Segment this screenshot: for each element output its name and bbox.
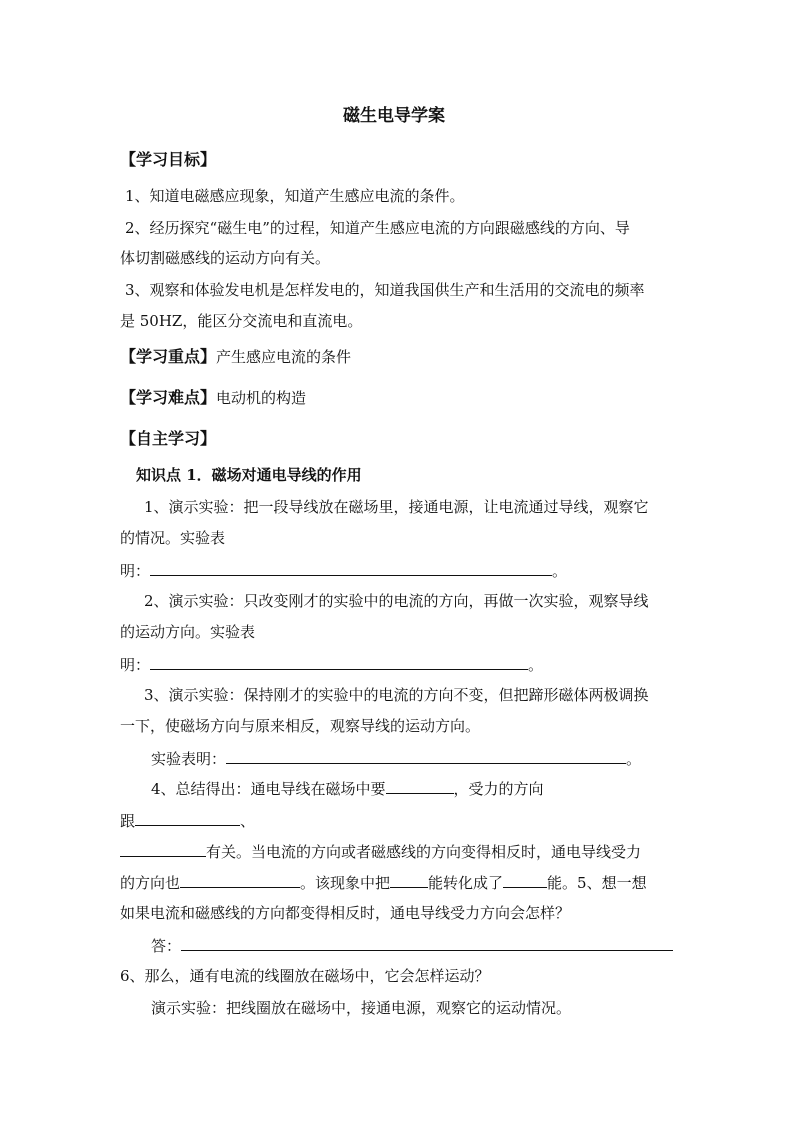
answer-blank[interactable]	[226, 748, 626, 764]
key-point-label: 【学习重点】	[120, 347, 217, 366]
experiment-1-line-2: 的情况。实验表	[120, 529, 226, 547]
experiment-1-line-1: 1、演示实验：把一段导线放在磁场里，接通电源，让电流通过导线，观察它	[144, 498, 649, 516]
summary-line-4	[120, 872, 647, 893]
difficult-point-text: 电动机的构造	[216, 389, 307, 407]
summary-blank-5[interactable]	[390, 872, 428, 888]
goal-3-line-2: 是 50HZ，能区分交流电和直流电。	[120, 312, 363, 330]
answer-blank[interactable]	[181, 935, 673, 951]
summary-text: 4、总结得出：通电导线在磁场中要	[151, 780, 386, 798]
summary-text: 跟	[120, 812, 136, 830]
key-point-row	[120, 347, 351, 367]
difficult-point-label: 【学习难点】	[120, 388, 217, 407]
think-question: 如果电流和磁感线的方向都变得相反时，通电导线受力方向会怎样？	[120, 904, 571, 922]
experiment-3-answer-row	[151, 748, 641, 769]
goal-3-line-1: 3、观察和体验发电机是怎样发电的，知道我国供生产和生活用的交流电的频率	[125, 281, 645, 299]
answer-prefix: 明：	[120, 656, 151, 674]
answer-blank[interactable]	[150, 654, 528, 670]
summary-blank-6[interactable]	[503, 872, 547, 888]
experiment-2-line-2: 的运动方向。实验表	[120, 623, 256, 641]
experiment-3-line-1: 3、演示实验：保持刚才的实验中的电流的方向不变，但把蹄形磁体两极调换	[144, 686, 649, 704]
summary-text: 有关。当电流的方向或者磁感线的方向变得相反时，通电导线受力	[206, 843, 642, 861]
period: 。	[626, 750, 642, 768]
knowledge-point-1: 知识点 1．磁场对通电导线的作用	[136, 466, 362, 484]
summary-blank-2[interactable]	[135, 810, 240, 826]
period: 。	[528, 656, 544, 674]
key-point-text: 产生感应电流的条件	[216, 348, 352, 366]
answer-blank[interactable]	[150, 560, 552, 576]
page-title: 磁生电导学案	[343, 106, 445, 126]
summary-text: 。该现象中把	[300, 874, 391, 892]
summary-blank-4[interactable]	[180, 872, 300, 888]
experiment-1-answer-row	[120, 560, 567, 581]
summary-line-2	[120, 810, 255, 831]
goal-1: 1、知道电磁感应现象，知道产生感应电流的条件。	[125, 187, 465, 205]
goal-2-line-1: 2、经历探究“磁生电”的过程，知道产生感应电流的方向跟磁感线的方向、导	[125, 219, 630, 237]
answer-prefix: 答：	[151, 937, 182, 955]
answer-row	[151, 935, 673, 956]
question-6: 6、那么，通有电流的线圈放在磁场中，它会怎样运动？	[120, 967, 490, 985]
summary-text: 能。5、想一想	[547, 874, 647, 892]
summary-line-1	[151, 778, 544, 799]
summary-text: 能转化成了	[428, 874, 504, 892]
summary-text: 、	[240, 812, 256, 830]
difficult-point-row	[120, 388, 306, 408]
question-6-demo: 演示实验：把线圈放在磁场中，接通电源，观察它的运动情况。	[151, 999, 572, 1017]
self-study-heading: 【自主学习】	[120, 429, 217, 448]
experiment-2-line-1: 2、演示实验：只改变刚才的实验中的电流的方向，再做一次实验，观察导线	[144, 592, 649, 610]
summary-line-3	[120, 841, 641, 862]
answer-prefix: 明：	[120, 562, 151, 580]
summary-blank-3[interactable]	[120, 841, 206, 857]
goal-2-line-2: 体切割磁感线的运动方向有关。	[120, 249, 331, 267]
summary-text: 的方向也	[120, 874, 181, 892]
answer-prefix: 实验表明：	[151, 750, 227, 768]
summary-text: ，受力的方向	[453, 780, 544, 798]
experiment-3-line-2: 一下，使磁场方向与原来相反，观察导线的运动方向。	[120, 717, 481, 735]
goals-heading: 【学习目标】	[120, 150, 217, 169]
experiment-2-answer-row	[120, 654, 543, 675]
period: 。	[552, 562, 568, 580]
summary-blank-1[interactable]	[386, 778, 454, 794]
